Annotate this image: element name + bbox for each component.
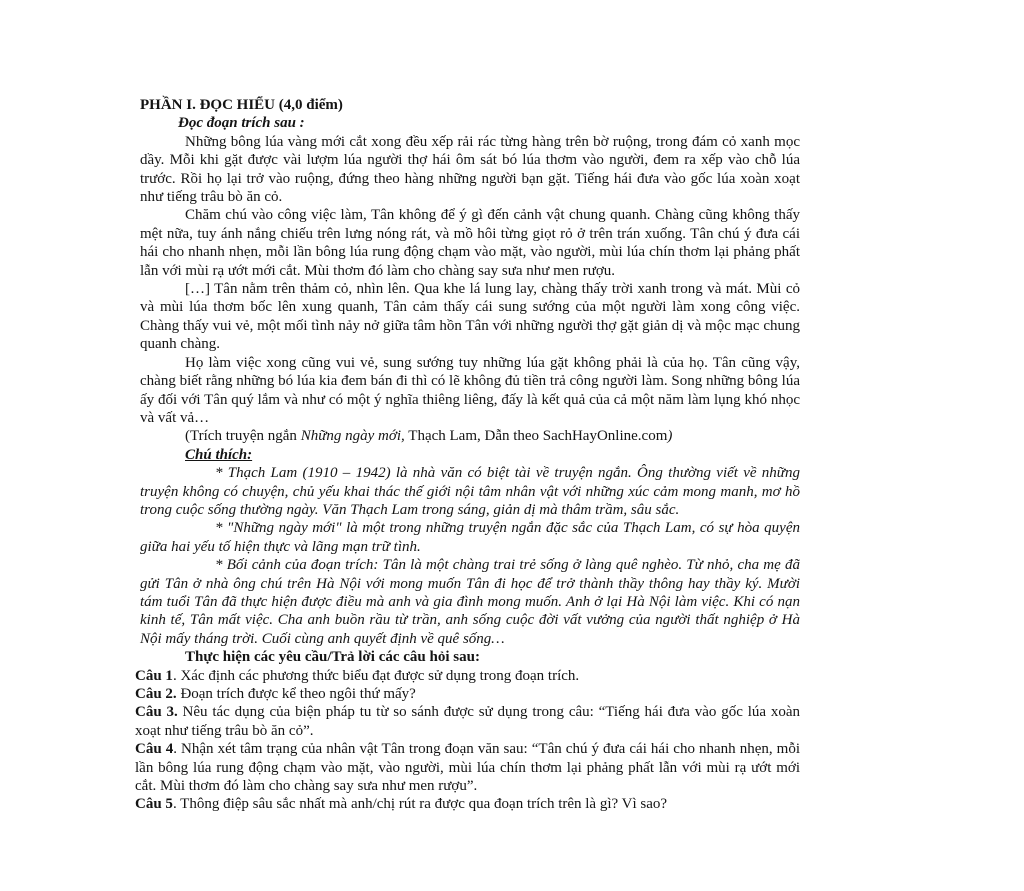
question-item (135, 795, 800, 813)
question-text: Nêu tác dụng của biện pháp tu từ so sánh được sử dụng trong câu: “Tiếng hái đưa vào gốc lúa xoàn xoạt như tiếng trâu bò ăn cỏ”. (135, 704, 800, 739)
question-text: . Thông điệp sâu sắc nhất mà anh/chị rút ra được qua đoạn trích trên là gì? Vì sao? (172, 796, 668, 813)
notes-title: Chú thích: (185, 446, 253, 463)
question-text: . Nhận xét tâm trạng của nhân vật Tân trong đoạn văn sau: “Tân chú ý đưa cái hái cho nhanh nhẹn, mỗi lần bông lúa rung động chạm vào mặt, vào người, mùi lúa chín thơm lại phảng phất lẫn với mùi rạ ướt mới cắt. Mùi thơm đó làm cho chàng say sưa như men rượu”. (135, 741, 800, 795)
question-label: Câu 4 (135, 741, 174, 758)
question-item (135, 667, 800, 685)
question-item (135, 703, 800, 740)
question-label: Câu 5 (135, 796, 173, 813)
question-label: Câu 3. (135, 704, 178, 721)
passage-paragraph: Chăm chú vào công việc làm, Tân không để ý gì đến cảnh vật chung quanh. Chàng cũng không thấy mệt nữa, tuy ánh nắng chiếu trên lưng nóng rát, và mồ hôi từng giọt rỏ ở trên trán xuống. Tân chú ý đưa cái hái cho nhanh nhẹn, mỗi lần bông lúa rung động chạm vào mặt, vào người, mùi lúa chín thơm lại phảng phất lẫn với mùi rạ ướt mới cắt. Mùi thơm đó làm cho chàng say sưa như men rượu. (140, 207, 800, 279)
section-title: PHẦN I. ĐỌC HIỂU (4,0 điểm) (140, 97, 343, 113)
note-item: * "Những ngày mới" là một trong những truyện ngắn đặc sắc của Thạch Lam, có sự hòa quyện giữa hai yếu tố hiện thực và lãng mạn trữ tình. (140, 520, 800, 555)
question-text: Đoạn trích được kể theo ngôi thứ mấy? (176, 686, 416, 702)
notes (140, 464, 800, 648)
document-page (135, 96, 800, 814)
question-label: Câu 1 (135, 667, 173, 684)
source-suffix: Thạch Lam, Dẫn theo SachHayOnline.com (404, 428, 668, 445)
reading-instruction: Đọc đoạn trích sau : (178, 115, 305, 132)
passage-paragraph: Họ làm việc xong cũng vui vẻ, sung sướng tuy những lúa gặt không phải là của họ. Tân cũng vậy, chàng biết rằng những bó lúa kia đem bán đi thì có lẽ không đủ tiền trả công người làm. Song những bông lúa ấy đối với Tân quý lắm và như có một ý nghĩa thiêng liêng, đấy là kết quả của cả một năm làm lụng khó nhọc và vất vả… (140, 354, 800, 426)
passage-paragraph: […] Tân nằm trên thảm cỏ, nhìn lên. Qua khe lá lung lay, chàng thấy trời xanh trong và mát. Mùi cỏ và mùi lúa thơm bốc lên xung quanh, Tân cảm thấy cái sung sướng của một người làm xong công việc. Chàng thấy vui vẻ, một mối tình nảy nở giữa tâm hồn Tân với những người thợ gặt giản dị và mộc mạc chung quanh chàng. (140, 281, 800, 353)
source-close: ) (667, 428, 673, 445)
question-item (135, 685, 800, 703)
passage-paragraph: Những bông lúa vàng mới cắt xong đều xếp rải rác từng hàng trên bờ ruộng, trong đám cỏ xanh mọc dầy. Mỗi khi gặt được vài lượm lúa người thợ hái ôm sát bó lúa thơm vào người, đem ra xếp vào chỗ lúa trước. Rồi họ lại trở vào ruộng, đứng theo hàng những người bạn gặt. Tiếng hái đưa vào gốc lúa xoàn xoạt như tiếng trâu bò ăn cỏ. (140, 133, 800, 206)
question-text: . Xác định các phương thức biểu đạt được sử dụng trong đoạn trích. (172, 667, 580, 684)
questions-instruction: Thực hiện các yêu cầu/Trả lời các câu hỏi sau: (185, 649, 480, 666)
source-work: Những ngày mới, (300, 428, 405, 445)
passage (140, 133, 800, 428)
note-item: * Bối cảnh của đoạn trích: Tân là một chàng trai trẻ sống ở làng quê nghèo. Từ nhỏ, cha mẹ đã gửi Tân ở nhà ông chú trên Hà Nội với mong muốn Tân đi học để trở thành thầy thông hay thầy ký. Mười tám tuổi Tân đã thực hiện được điều mà anh và gia đình mong muốn. Anh ở lại Hà Nội làm việc. Khi có nạn kinh tế, Tân mất việc. Cha anh buồn rầu từ trần, anh sống cuộc đời vất vưởng của người thất nghiệp ở Hà Nội mấy tháng trời. Cuối cùng anh quyết định về quê sống… (140, 557, 800, 647)
source-prefix: (Trích truyện ngắn (185, 428, 301, 445)
note-item: * Thạch Lam (1910 – 1942) là nhà văn có biệt tài về truyện ngắn. Ông thường viết về những truyện không có chuyện, chủ yếu khai thác thế giới nội tâm nhân vật với những xúc cảm mong manh, mơ hồ trong cuộc sống thường ngày. Văn Thạch Lam trong sáng, giản dị mà thâm trầm, sâu sắc. (140, 465, 800, 518)
question-item (135, 740, 800, 795)
source-citation (185, 427, 800, 445)
questions (135, 667, 800, 814)
question-label: Câu 2. (135, 686, 177, 702)
